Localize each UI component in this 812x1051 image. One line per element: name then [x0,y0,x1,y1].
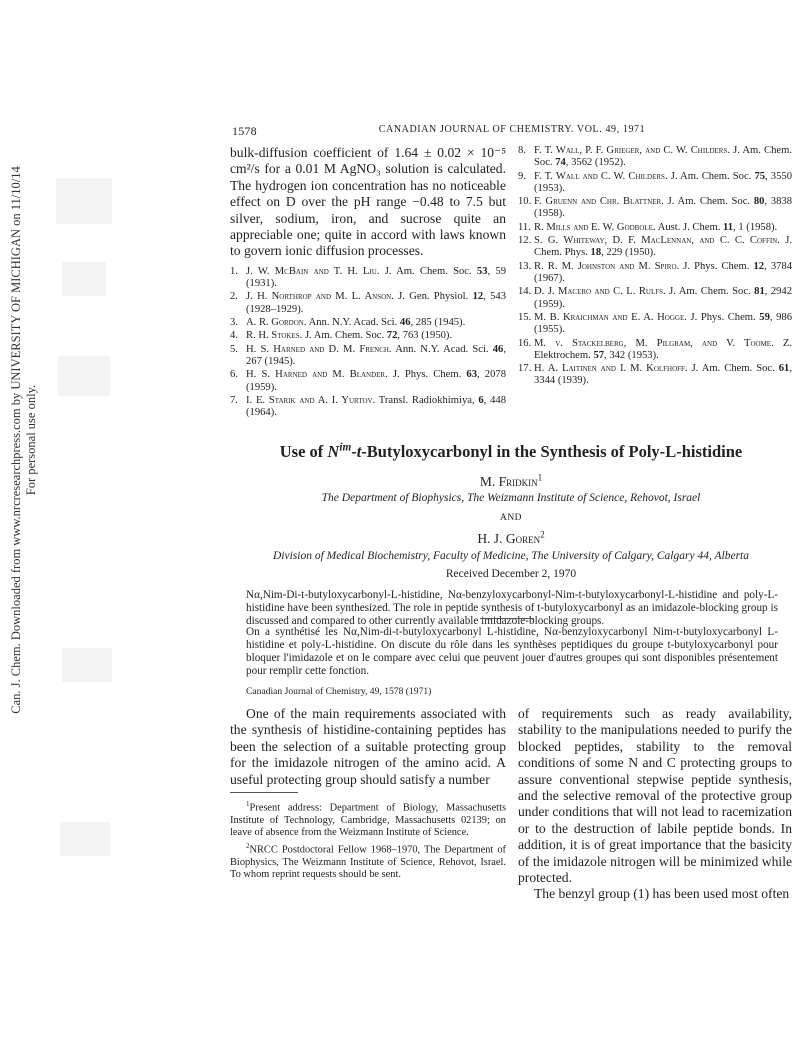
scan-artifact [58,356,110,396]
body-paragraph: of requirements such as ready availability, stability to the manipulations needed to purify the blocked peptides, stability to the removal conditions of some N and C protecting groups to assure conventional stepwise peptide synthesis, and the selective removal of the protective group under conditions that will not lead to racemization or to the destruction of labile peptide bonds. In addition, it is of great importance that the basicity of the imidazole nitrogen will be minimized while protected. [518,706,792,886]
abstract-english: Nα,Nim-Di-t-butyloxycarbonyl-L-histidine, Nα-benzyloxycarbonyl-Nim-t-butyloxycarbonyl-L-histidine and poly-L-histidine have been synthesized. The role in peptide synthesis of t-butyloxycarbonyl as an imidazole-blocking group is discussed and compared to other currently available imidazole-blocking groups. [246,589,778,627]
abstract-divider [480,618,534,619]
reference-item: 6. H. S. Harned and M. Blander. J. Phys. Chem. 63, 2078 (1959). [230,369,506,393]
download-notice-margin [6,140,42,740]
download-notice [9,166,39,713]
reference-item: 9. F. T. Wall and C. W. Childers. J. Am. Chem. Soc. 75, 3550 (1953). [518,170,792,194]
scan-artifact [56,178,112,224]
reference-item: 7. I. E. Starik and A. I. Yurtov. Transl. Radiokhimiya, 6, 448 (1964). [230,395,506,419]
body-paragraph: The benzyl group (1) has been used most often [534,886,790,902]
reference-list-left [230,266,506,420]
scan-artifact [62,262,106,296]
and-separator: AND [499,513,523,523]
reference-item: 15. M. B. Kraichman and E. A. Hogge. J. Phys. Chem. 59, 986 (1955). [518,311,793,336]
reference-item: 1. J. W. McBain and T. H. Liu. J. Am. Chem. Soc. 53, 59 (1931). [230,265,507,290]
scan-artifact [62,648,112,682]
body-left-column [230,706,506,883]
reference-item: 5. H. S. Harned and D. M. French. Ann. N.Y. Acad. Sci. 46, 267 (1945). [230,343,506,368]
reference-item: 2. J. H. Northrop and M. L. Anson. J. Gen. Physiol. 12, 543 (1928–1929). [230,291,506,315]
affiliation-calgary: Division of Medical Biochemistry, Faculty of Medicine, The University of Calgary, Calgary 44, Alberta [272,550,749,562]
reference-item: 4. R. H. Stokes. J. Am. Chem. Soc. 72, 763 (1950). [230,330,453,342]
reference-item: 14. D. J. Macero and C. L. Rulfs. J. Am. Chem. Soc. 81, 2942 (1959). [518,286,793,310]
received-date: Received December 2, 1970 [445,568,577,580]
author-fridkin: M. Fridkin$^1$ [479,472,543,489]
reference-item: 10. F. Gruenn and Chr. Blattner. J. Am. Chem. Soc. 80, 3838 (1958). [518,196,792,220]
running-head [232,124,792,140]
reference-item: 8. F. T. Wall, P. F. Grieger, and C. W. Childers. J. Am. Chem. Soc. 74, 3562 (1952). [518,145,792,169]
footnote-divider [230,792,298,793]
scan-artifact [60,822,110,856]
download-notice-line2: For personal use only. [24,384,38,496]
journal-running-title: CANADIAN JOURNAL OF CHEMISTRY. VOL. 49, 1971 [378,124,646,135]
footnote-2: $^2$NRCC Postdoctoral Fellow 1968–1970, The Department of Biophysics, The Weizmann Institute of Science, Rehovot, Israel. To whom reprint requests should be sent. [230,842,506,881]
closing-paragraph: bulk-diffusion coefficient of 1.64 ± 0.02 × 10⁻⁵ cm²/s for a 0.01 M AgNO₃ solution is calculated. The hydrogen ion concentration has no noticeable effect on D over the pH range −0.48 to 7.5 but silver, sodium, iron, and sucrose quite an appreciable one; quite in accord with laws known to govern ionic diffusion processes. [230,145,506,259]
reference-item: 13. R. R. M. Johnston and M. Spiro. J. Phys. Chem. 12, 3784 (1967). [518,260,793,284]
reference-item: 17. H. A. Laitinen and I. M. Kolfhoff. J. Am. Chem. Soc. 61, 3344 (1939). [518,363,792,387]
previous-article-left-column [230,145,506,421]
reference-item: 11. R. Mills and E. W. Godbole. Aust. J. Chem. 11, 1 (1958). [518,221,778,233]
reference-item: 16. M. v. Stackelberg, M. Pilgram, and V. Toome. Z. Elektrochem. 57, 342 (1953). [518,337,792,361]
page-number: 1578 [232,124,257,138]
article-title: Use of $N^{im}-t$-Butyloxycarbonyl in the Synthesis of Poly-L-histidine [279,441,743,461]
body-paragraph: One of the main requirements associated with the synthesis of histidine-containing peptides has been the selection of a suitable protecting group for the imidazole nitrogen of the amino acid. A useful protecting group should satisfy a number [230,706,506,787]
download-notice-line1: Can. J. Chem. Downloaded from www.nrcresearchpress.com by UNIVERSITY OF MICHIGAN on 11/10/14 [9,166,23,714]
affiliation-weizmann: The Department of Biophysics, The Weizmann Institute of Science, Rehovot, Israel [321,492,701,504]
footnote-1: $^1$Present address: Department of Biology, Massachusetts Institute of Technology, Cambridge, Massachusetts 02139; on leave of absence from the Weizmann Institute of Science. [230,800,506,839]
reference-item: 12. S. G. Whiteway, D. F. MacLennan, and C. C. Coffin. J. Chem. Phys. 18, 229 (1950). [518,235,792,259]
previous-article-right-column [518,145,792,389]
body-right-column [518,706,792,903]
author-goren: H. J. Goren$^2$ [477,529,545,546]
reference-list-right [518,145,792,388]
abstract-french: On a synthétisé les Nα,Nim-di-t-butyloxycarbonyl L-histidine, Nα-benzyloxycarbonyl Nim-t-butyloxycarbonyl L-histidine et poly-L-histidine. On discute du rôle dans les synthèses peptidiques du groupe t-butyloxycarbonyl pour bloquer l'imidazole et on le compare avec celui que peuvent jouer d'autres groupes qui sont disponibles présentement pour remplir cette fonction. [246,626,778,677]
reference-item: 3. A. R. Gordon. Ann. N.Y. Acad. Sci. 46, 285 (1945). [230,317,466,329]
journal-citation: Canadian Journal of Chemistry, 49, 1578 (1971) [246,686,432,697]
